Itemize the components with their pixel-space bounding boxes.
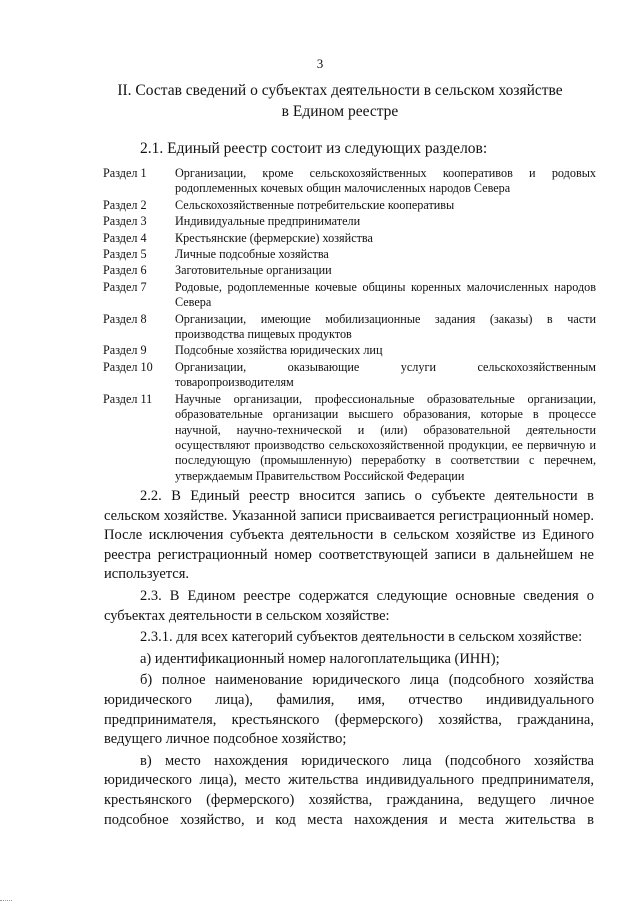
section-row — [103, 231, 596, 246]
section-row — [103, 312, 596, 343]
section-description: Индивидуальные предприниматели — [175, 214, 361, 229]
paragraph-2-2: 2.2. В Единый реестр вносится запись о субъекте деятельности в сельском хозяйстве. Указанной записи присваивается регистрационный номер. После исключения субъекта деятельности в сельском хозяйстве из Единого реестра регистрационный номер соответствующей записи в дальнейшем не используется. — [104, 488, 594, 583]
section-row — [103, 343, 596, 358]
section-label: Раздел 7 — [103, 279, 147, 294]
paragraph-2-3: 2.3. В Едином реестре содержатся следующие основные сведения о субъектах деятельности в сельском хозяйстве: — [104, 587, 594, 624]
section-row — [103, 263, 596, 278]
section-label: Раздел 10 — [103, 359, 153, 374]
paragraph-item-v: в) место нахождения юридического лица (подсобного хозяйства юридического лица), место жительства индивидуального предпринимателя, крестьянского (фермерского) хозяйства, гражданина, ведущего личное подсобное хозяйство, и код места нахождения и места жительства в — [104, 752, 594, 828]
section-description: Заготовительные организации — [175, 263, 332, 278]
section-row — [103, 247, 596, 262]
section-description: Организации, оказывающие услуги сельскохозяйственным товаропроизводителям — [175, 359, 596, 390]
section-description: Научные организации, профессиональные образовательные организации, образовательные организации высшего образования, которые в процессе научной, научно-технической и (или) образовательной деятельности осуществляют производство сельскохозяйственной продукции, ее первичную и последующую (промышленную) переработку в соответствии с перечнем, утверждаемым Правительством Российской Федерации — [175, 391, 596, 483]
section-label: Раздел 4 — [103, 230, 147, 245]
section-row — [103, 166, 596, 197]
section-row — [103, 392, 596, 484]
section-label: Раздел 11 — [103, 391, 153, 406]
section-label: Раздел 1 — [103, 166, 147, 180]
section-row — [103, 360, 596, 391]
section-row — [103, 198, 596, 213]
section-description: Личные подсобные хозяйства — [175, 247, 329, 262]
intro-paragraph: 2.1. Единый реестр состоит из следующих разделов: — [140, 140, 488, 157]
section-description: Крестьянские (фермерские) хозяйства — [175, 230, 373, 245]
scan-edge-mark — [0, 900, 12, 901]
sections-list — [103, 166, 596, 485]
paragraph-item-a: а) идентификационный номер налогоплательщика (ИНН); — [140, 650, 500, 667]
page-number: 3 — [316, 56, 324, 71]
section-row — [103, 280, 596, 311]
section-description: Организации, кроме сельскохозяйственных кооперативов и родовых родоплеменных кочевых общин малочисленных народов Севера — [175, 166, 596, 196]
section-description: Сельскохозяйственные потребительские кооперативы — [175, 197, 455, 212]
section-title-line-2: в Едином реестре — [281, 103, 399, 120]
section-description: Организации, имеющие мобилизационные задания (заказы) в части производства пищевых продуктов — [175, 311, 596, 342]
section-label: Раздел 3 — [103, 214, 147, 229]
section-title-line-1: II. Состав сведений о субъектах деятельности в сельском хозяйстве — [117, 82, 563, 99]
body-text — [104, 487, 594, 830]
section-label: Раздел 9 — [103, 343, 147, 358]
section-label: Раздел 2 — [103, 197, 147, 212]
section-description: Подсобные хозяйства юридических лиц — [175, 343, 383, 358]
paragraph-item-b: б) полное наименование юридического лица (подсобного хозяйства юридического лица), фамилия, имя, отчество индивидуального предпринимателя, крестьянского (фермерского) хозяйства, гражданина, ведущего личное подсобное хозяйство; — [104, 672, 594, 748]
section-label: Раздел 8 — [103, 311, 147, 326]
paragraph-2-3-1: 2.3.1. для всех категорий субъектов деятельности в сельском хозяйстве: — [140, 629, 583, 646]
section-label: Раздел 5 — [103, 247, 147, 262]
section-row — [103, 214, 596, 229]
section-description: Родовые, родоплеменные кочевые общины коренных малочисленных народов Севера — [175, 279, 596, 310]
section-label: Раздел 6 — [103, 263, 147, 278]
section-title — [90, 80, 590, 122]
